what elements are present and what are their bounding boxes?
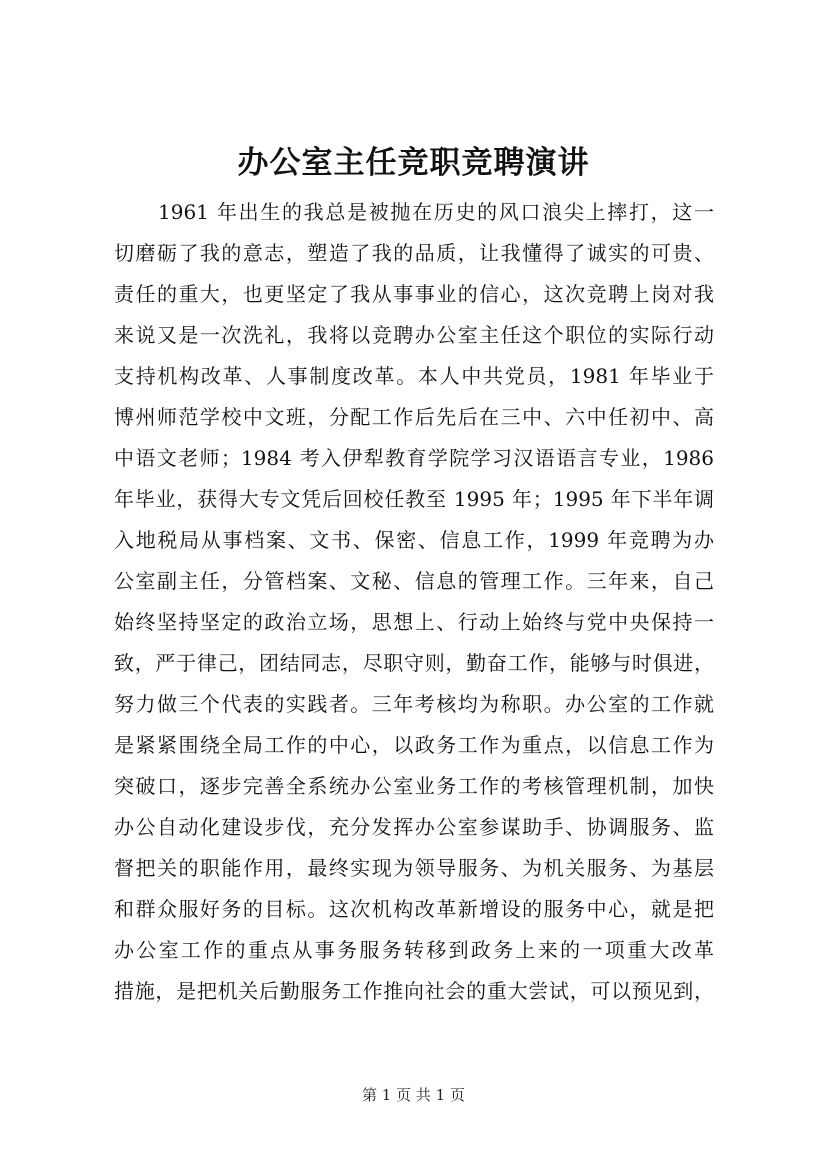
body-line: 支持机构改革、人事制度改革。本人中共党员，1981 年毕业于 [114,364,714,388]
body-line: 是紧紧围绕全局工作的中心，以政务工作为重点，以信息工作为 [114,733,714,757]
body-line: 措施，是把机关后勤服务工作推向社会的重大尝试，可以预见到， [114,979,714,1003]
body-line: 年毕业，获得大专文凭后回校任教至 1995 年；1995 年下半年调 [114,487,714,511]
body-line: 突破口，逐步完善全系统办公室业务工作的考核管理机制，加快 [114,774,714,798]
body-line: 1961 年出生的我总是被抛在历史的风口浪尖上摔打，这一 [158,200,714,224]
body-line: 来说又是一次洗礼，我将以竞聘办公室主任这个职位的实际行动 [114,323,714,347]
body-line: 入地税局从事档案、文书、保密、信息工作，1999 年竞聘为办 [114,528,714,552]
body-line: 致，严于律己，团结同志，尽职守则，勤奋工作，能够与时俱进， [114,651,714,675]
document-title: 办公室主任竞职竞聘演讲 [237,145,590,181]
body-line: 始终坚持坚定的政治立场，思想上、行动上始终与党中央保持一 [114,610,714,634]
page-footer: 第 1 页 共 1 页 [362,1086,465,1104]
body-line: 和群众服好务的目标。这次机构改革新增设的服务中心，就是把 [114,897,714,921]
body-line: 中语文老师；1984 考入伊犁教育学院学习汉语语言专业，1986 [114,446,714,470]
body-line: 公室副主任，分管档案、文秘、信息的管理工作。三年来，自己 [114,569,714,593]
body-line: 督把关的职能作用，最终实现为领导服务、为机关服务、为基层 [114,856,714,880]
body-line: 责任的重大，也更坚定了我从事事业的信心，这次竞聘上岗对我 [114,282,714,306]
body-line: 办公自动化建设步伐，充分发挥办公室参谋助手、协调服务、监 [114,815,714,839]
body-line: 切磨砺了我的意志，塑造了我的品质，让我懂得了诚实的可贵、 [114,241,714,265]
body-line: 办公室工作的重点从事务服务转移到政务上来的一项重大改革 [114,938,714,962]
body-line: 努力做三个代表的实践者。三年考核均为称职。办公室的工作就 [114,692,714,716]
document-body [114,192,714,1012]
body-line: 博州师范学校中文班，分配工作后先后在三中、六中任初中、高 [114,405,714,429]
